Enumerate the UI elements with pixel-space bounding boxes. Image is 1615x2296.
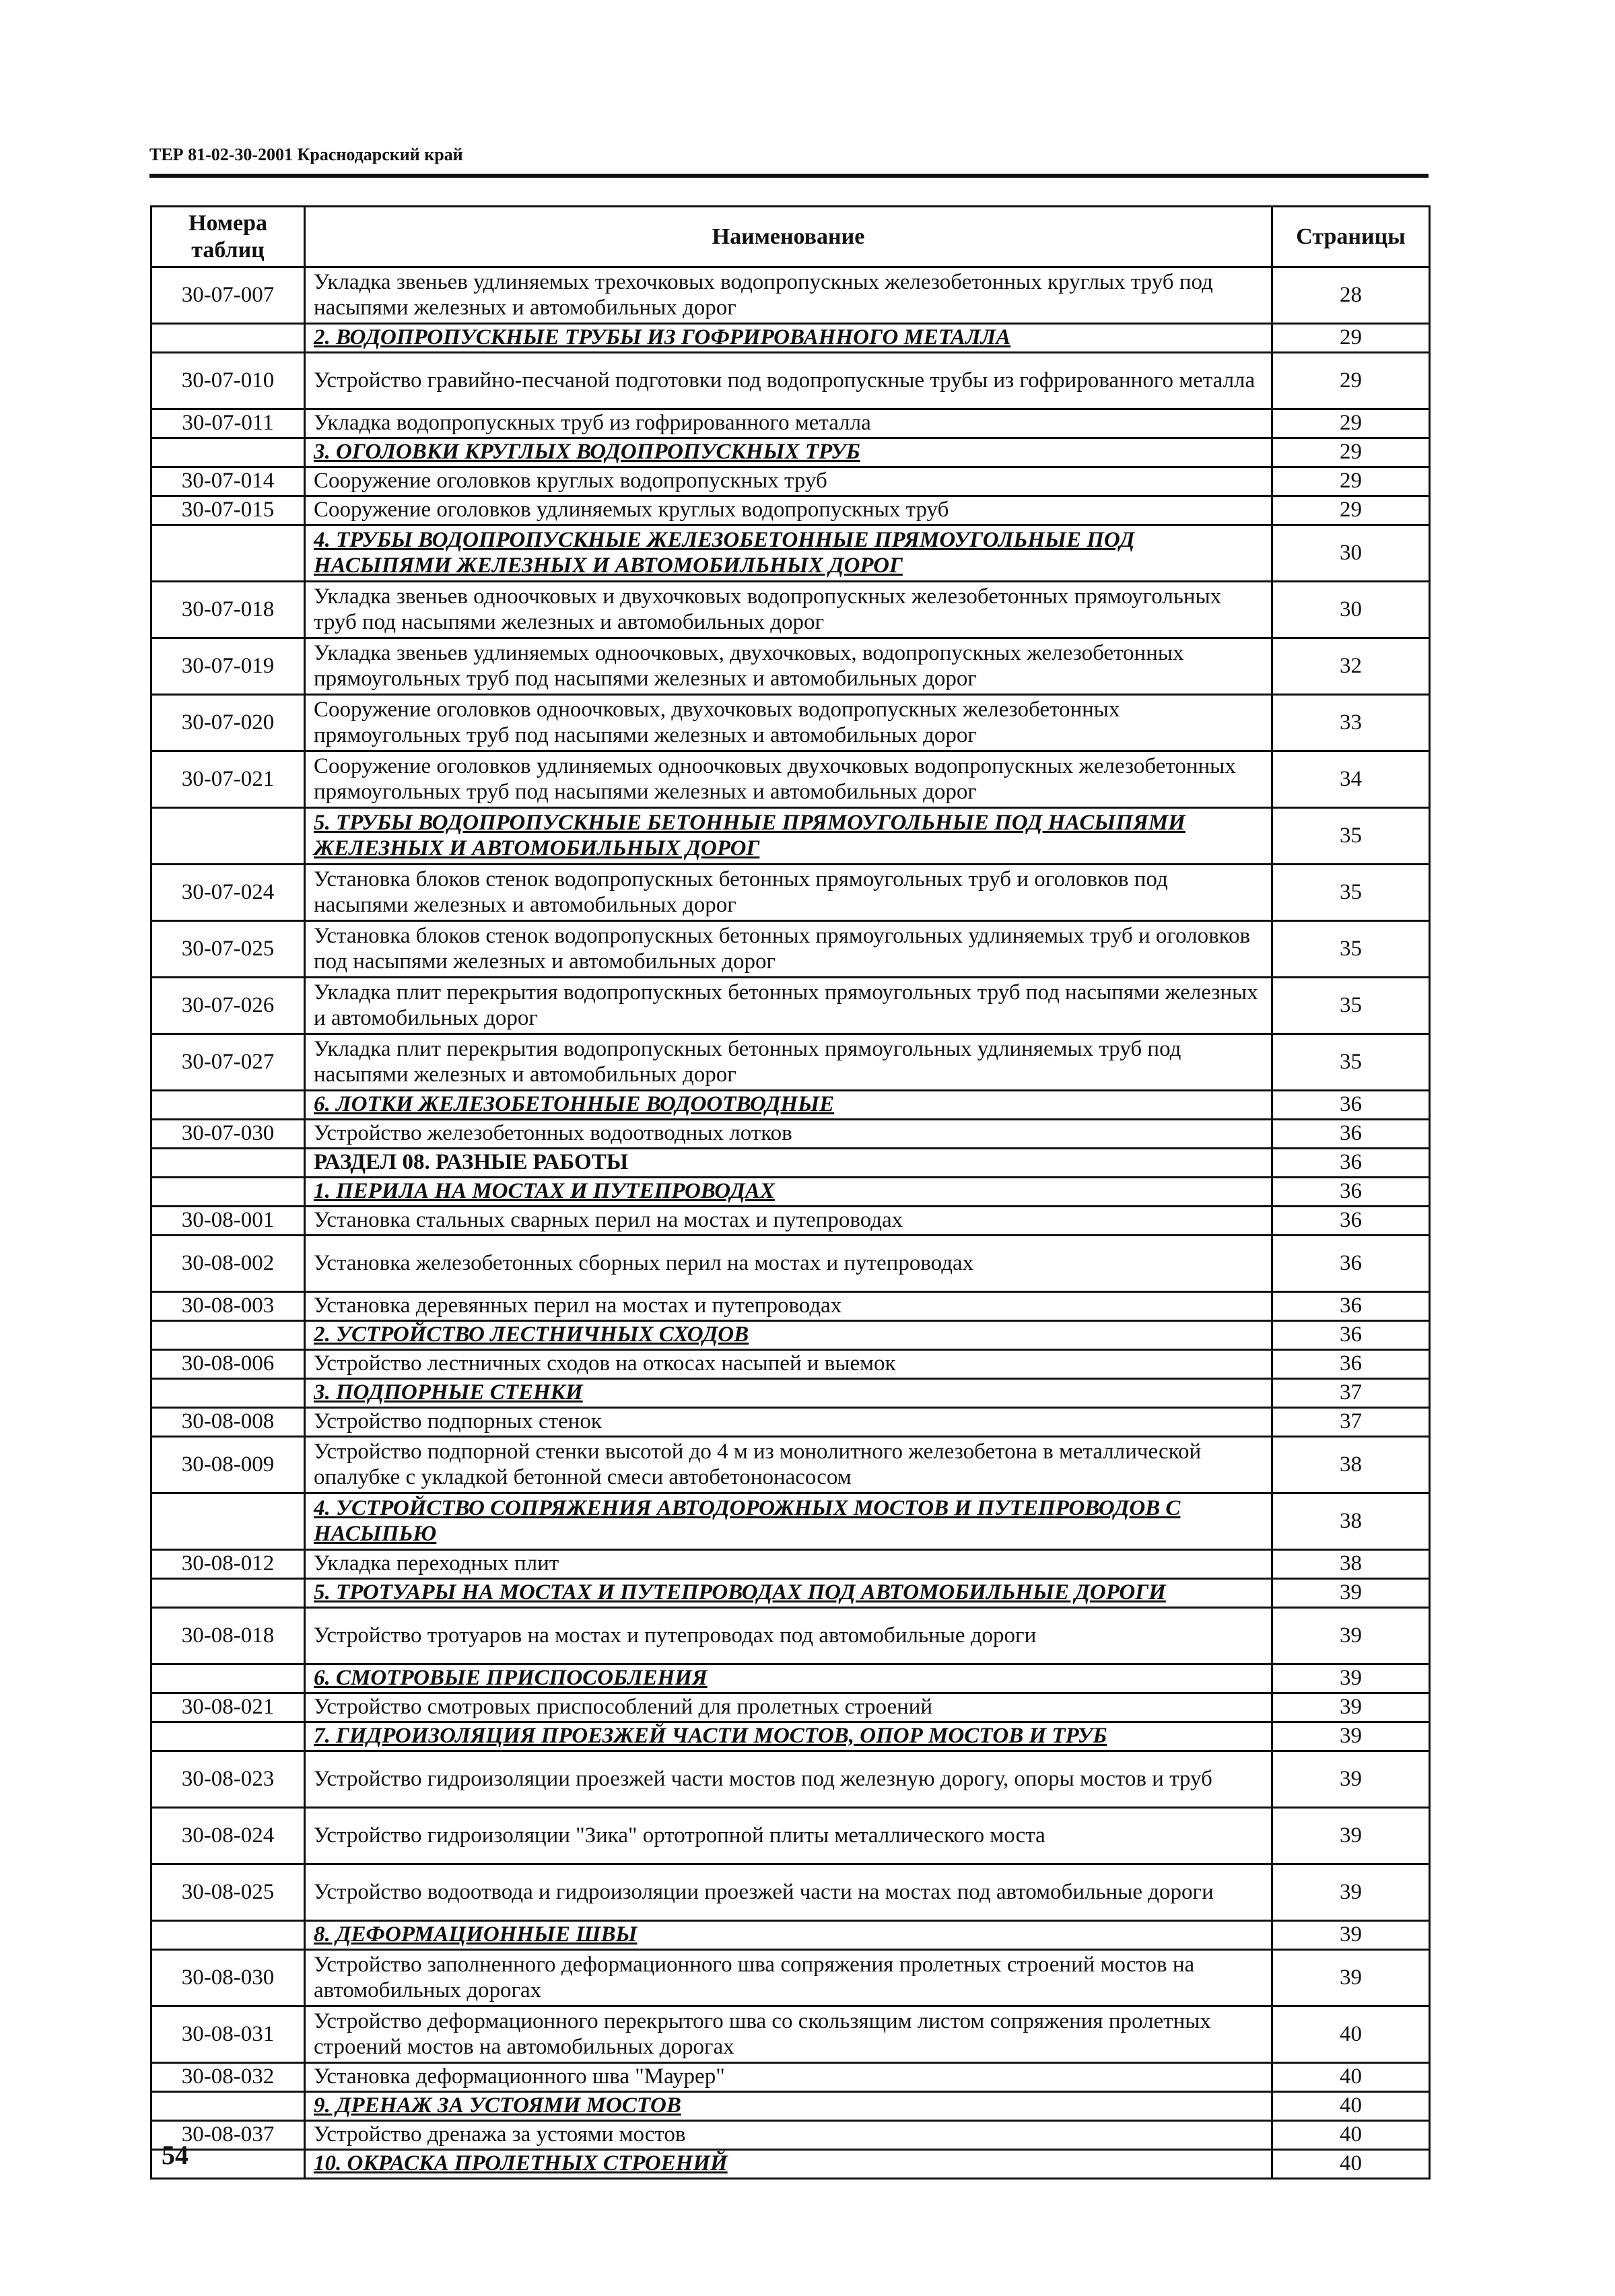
table-code-cell: 30-08-003 [151, 1292, 305, 1321]
table-page-cell: 40 [1272, 2063, 1430, 2092]
table-code-cell: 30-08-018 [151, 1608, 305, 1664]
table-page-cell: 37 [1272, 1379, 1430, 1408]
table-code-cell: 30-07-011 [151, 409, 305, 438]
table-code-cell: 30-07-010 [151, 353, 305, 409]
table-page-cell: 36 [1272, 1091, 1430, 1120]
table-code-cell: 30-07-020 [151, 695, 305, 751]
table-page-cell: 40 [1272, 2121, 1430, 2150]
table-name-cell: Укладка плит перекрытия водопропускных бетонных прямоугольных труб под насыпями железных и автомобильных дорог [305, 978, 1272, 1034]
table-name-cell: Устройство тротуаров на мостах и путепроводах под автомобильные дороги [305, 1608, 1272, 1664]
table-name-cell: Устройство деформационного перекрытого шва со скользящим листом сопряжения пролетных строений мостов на автомобильных дорогах [305, 2006, 1272, 2063]
section-title-cell: 10. ОКРАСКА ПРОЛЕТНЫХ СТРОЕНИЙ [305, 2150, 1272, 2179]
table-page-cell: 39 [1272, 1693, 1430, 1722]
table-page-cell: 39 [1272, 1864, 1430, 1921]
table-page-cell: 29 [1272, 496, 1430, 525]
table-name-cell: Устройство заполненного деформационного шва сопряжения пролетных строений мостов на автомобильных дорогах [305, 1950, 1272, 2006]
table-page-cell: 32 [1272, 638, 1430, 695]
table-page-cell: 38 [1272, 1437, 1430, 1493]
table-code-cell: 30-08-030 [151, 1950, 305, 2006]
table-row [151, 1408, 1430, 1437]
table-page-cell: 39 [1272, 1608, 1430, 1664]
table-name-cell: Устройство подпорной стенки высотой до 4 м из монолитного железобетона в металлической опалубке с укладкой бетонной смеси автобетононасосом [305, 1437, 1272, 1493]
table-page-cell: 39 [1272, 1950, 1430, 2006]
table-code-cell [151, 1379, 305, 1408]
table-name-cell: Устройство дренажа за устоями мостов [305, 2121, 1272, 2150]
table-code-cell: 30-08-001 [151, 1207, 305, 1236]
header-rule [149, 174, 1429, 178]
table-name-cell: Сооружение оголовков одноочковых, двухочковых водопропускных железобетонных прямоугольных труб под насыпями железных и автомобильных дорог [305, 695, 1272, 751]
table-row [151, 978, 1430, 1034]
table-code-cell: 30-07-026 [151, 978, 305, 1034]
section-title-cell: 3. ОГОЛОВКИ КРУГЛЫХ ВОДОПРОПУСКНЫХ ТРУБ [305, 438, 1272, 467]
section-title-cell: 4. УСТРОЙСТВО СОПРЯЖЕНИЯ АВТОДОРОЖНЫХ МОСТОВ И ПУТЕПРОВОДОВ С НАСЫПЬЮ [305, 1493, 1272, 1550]
table-page-cell: 30 [1272, 525, 1430, 582]
table-page-cell: 40 [1272, 2150, 1430, 2179]
table-name-cell: Устройство смотровых приспособлений для пролетных строений [305, 1693, 1272, 1722]
section-title-cell: 6. ЛОТКИ ЖЕЛЕЗОБЕТОННЫЕ ВОДООТВОДНЫЕ [305, 1091, 1272, 1120]
table-name-cell: Сооружение оголовков удлиняемых круглых водопропускных труб [305, 496, 1272, 525]
table-name-cell: Установка блоков стенок водопропускных бетонных прямоугольных удлиняемых труб и оголовков под насыпями железных и автомобильных дорог [305, 921, 1272, 978]
section-title-cell: 6. СМОТРОВЫЕ ПРИСПОСОБЛЕНИЯ [305, 1664, 1272, 1693]
section-heading-row [151, 1579, 1430, 1608]
table-page-cell: 36 [1272, 1321, 1430, 1350]
section-heading-row [151, 2150, 1430, 2179]
table-row [151, 1751, 1430, 1808]
section-title-cell: 4. ТРУБЫ ВОДОПРОПУСКНЫЕ ЖЕЛЕЗОБЕТОННЫЕ ПРЯМОУГОЛЬНЫЕ ПОД НАСЫПЯМИ ЖЕЛЕЗНЫХ И АВТОМОБИЛЬНЫХ ДОРОГ [305, 525, 1272, 582]
table-page-cell: 30 [1272, 582, 1430, 638]
table-code-cell: 30-07-030 [151, 1120, 305, 1149]
table-code-cell: 30-07-027 [151, 1034, 305, 1091]
section-title-cell: 5. ТРОТУАРЫ НА МОСТАХ И ПУТЕПРОВОДАХ ПОД АВТОМОБИЛЬНЫЕ ДОРОГИ [305, 1579, 1272, 1608]
table-page-cell: 39 [1272, 1751, 1430, 1808]
table-code-cell [151, 1579, 305, 1608]
section-title-cell: 3. ПОДПОРНЫЕ СТЕНКИ [305, 1379, 1272, 1408]
table-row [151, 865, 1430, 921]
table-name-cell: Укладка звеньев удлиняемых одноочковых, двухочковых, водопропускных железобетонных прямоугольных труб под насыпями железных и автомобильных дорог [305, 638, 1272, 695]
table-page-cell: 28 [1272, 267, 1430, 324]
table-row [151, 1608, 1430, 1664]
table-page-cell: 29 [1272, 353, 1430, 409]
table-row [151, 1034, 1430, 1091]
table-page-cell: 38 [1272, 1493, 1430, 1550]
column-header-code: Номера таблиц [151, 207, 305, 267]
column-header-pages: Страницы [1272, 207, 1430, 267]
table-page-cell: 39 [1272, 1722, 1430, 1751]
table-code-cell: 30-08-012 [151, 1550, 305, 1579]
table-code-cell: 30-07-018 [151, 582, 305, 638]
table-page-cell: 36 [1272, 1292, 1430, 1321]
table-page-cell: 39 [1272, 1664, 1430, 1693]
table-name-cell: Укладка звеньев одноочковых и двухочковых водопропускных железобетонных прямоугольных труб под насыпями железных и автомобильных дорог [305, 582, 1272, 638]
section-heading-row [151, 1178, 1430, 1207]
table-page-cell: 36 [1272, 1207, 1430, 1236]
table-page-cell: 39 [1272, 1579, 1430, 1608]
table-page-cell: 29 [1272, 467, 1430, 496]
table-name-cell: Устройство подпорных стенок [305, 1408, 1272, 1437]
table-name-cell: Установка деформационного шва "Маурер" [305, 2063, 1272, 2092]
table-page-cell: 35 [1272, 978, 1430, 1034]
table-code-cell [151, 2092, 305, 2121]
table-row [151, 1437, 1430, 1493]
table-row [151, 582, 1430, 638]
section-title-cell: 1. ПЕРИЛА НА МОСТАХ И ПУТЕПРОВОДАХ [305, 1178, 1272, 1207]
table-code-cell [151, 1493, 305, 1550]
section-heading-row [151, 1921, 1430, 1950]
table-name-cell: Установка стальных сварных перил на мостах и путепроводах [305, 1207, 1272, 1236]
table-page-cell: 36 [1272, 1120, 1430, 1149]
table-code-cell: 30-08-023 [151, 1751, 305, 1808]
table-page-cell: 36 [1272, 1149, 1430, 1178]
contents-table-body [151, 267, 1430, 2179]
section-heading-row [151, 808, 1430, 865]
table-code-cell [151, 525, 305, 582]
table-page-cell: 39 [1272, 1808, 1430, 1864]
section-heading-row [151, 1321, 1430, 1350]
section-title-cell: 2. ВОДОПРОПУСКНЫЕ ТРУБЫ ИЗ ГОФРИРОВАННОГО МЕТАЛЛА [305, 324, 1272, 353]
table-row [151, 638, 1430, 695]
table-row [151, 2063, 1430, 2092]
table-row [151, 1864, 1430, 1921]
table-code-cell: 30-08-024 [151, 1808, 305, 1864]
table-page-cell: 35 [1272, 865, 1430, 921]
table-page-cell: 33 [1272, 695, 1430, 751]
table-page-cell: 34 [1272, 751, 1430, 808]
table-page-cell: 29 [1272, 409, 1430, 438]
table-row [151, 921, 1430, 978]
table-row [151, 1550, 1430, 1579]
table-name-cell: Устройство гравийно-песчаной подготовки под водопропускные трубы из гофрированного металла [305, 353, 1272, 409]
table-page-cell: 37 [1272, 1408, 1430, 1437]
table-code-cell: 30-07-015 [151, 496, 305, 525]
table-row [151, 496, 1430, 525]
section-heading-row [151, 1664, 1430, 1693]
section-title-cell: 5. ТРУБЫ ВОДОПРОПУСКНЫЕ БЕТОННЫЕ ПРЯМОУГОЛЬНЫЕ ПОД НАСЫПЯМИ ЖЕЛЕЗНЫХ И АВТОМОБИЛЬНЫХ ДОРОГ [305, 808, 1272, 865]
table-code-cell: 30-08-002 [151, 1236, 305, 1292]
table-page-cell: 29 [1272, 438, 1430, 467]
table-code-cell: 30-07-024 [151, 865, 305, 921]
table-name-cell: Устройство водоотвода и гидроизоляции проезжей части на мостах под автомобильные дороги [305, 1864, 1272, 1921]
table-row [151, 1693, 1430, 1722]
table-page-cell: 38 [1272, 1550, 1430, 1579]
table-name-cell: Укладка водопропускных труб из гофрированного металла [305, 409, 1272, 438]
table-page-cell: 35 [1272, 921, 1430, 978]
section-heading-row [151, 1722, 1430, 1751]
table-code-cell: 30-07-025 [151, 921, 305, 978]
table-name-cell: Сооружение оголовков удлиняемых одноочковых двухочковых водопропускных железобетонных прямоугольных труб под насыпями железных и автомобильных дорог [305, 751, 1272, 808]
table-code-cell: 30-08-025 [151, 1864, 305, 1921]
table-code-cell: 30-08-008 [151, 1408, 305, 1437]
table-row [151, 2121, 1430, 2150]
table-header-row [151, 207, 1430, 267]
table-row [151, 1292, 1430, 1321]
table-code-cell: 30-08-006 [151, 1350, 305, 1379]
table-name-cell: Устройство гидроизоляции "Зика" ортотропной плиты металлического моста [305, 1808, 1272, 1864]
section-heading-row [151, 1379, 1430, 1408]
table-code-cell: 30-07-014 [151, 467, 305, 496]
table-row [151, 353, 1430, 409]
table-code-cell [151, 1091, 305, 1120]
section-heading-row [151, 525, 1430, 582]
section-heading-row [151, 1149, 1430, 1178]
table-code-cell [151, 438, 305, 467]
table-page-cell: 36 [1272, 1178, 1430, 1207]
running-header: ТЕР 81-02-30-2001 Краснодарский край [149, 145, 463, 164]
section-title-cell: РАЗДЕЛ 08. РАЗНЫЕ РАБОТЫ [305, 1149, 1272, 1178]
table-row [151, 751, 1430, 808]
table-page-cell: 29 [1272, 324, 1430, 353]
table-name-cell: Укладка переходных плит [305, 1550, 1272, 1579]
section-heading-row [151, 1493, 1430, 1550]
table-row [151, 1236, 1430, 1292]
table-name-cell: Устройство гидроизоляции проезжей части мостов под железную дорогу, опоры мостов и труб [305, 1751, 1272, 1808]
table-name-cell: Устройство лестничных сходов на откосах насыпей и выемок [305, 1350, 1272, 1379]
table-page-cell: 35 [1272, 1034, 1430, 1091]
table-code-cell [151, 1722, 305, 1751]
table-code-cell: 30-07-019 [151, 638, 305, 695]
table-row [151, 1808, 1430, 1864]
table-code-cell [151, 1321, 305, 1350]
table-row [151, 409, 1430, 438]
table-name-cell: Установка железобетонных сборных перил на мостах и путепроводах [305, 1236, 1272, 1292]
table-code-cell [151, 324, 305, 353]
table-name-cell: Укладка плит перекрытия водопропускных бетонных прямоугольных удлиняемых труб под насыпями железных и автомобильных дорог [305, 1034, 1272, 1091]
table-row [151, 695, 1430, 751]
section-title-cell: 7. ГИДРОИЗОЛЯЦИЯ ПРОЕЗЖЕЙ ЧАСТИ МОСТОВ, ОПОР МОСТОВ И ТРУБ [305, 1722, 1272, 1751]
table-page-cell: 36 [1272, 1350, 1430, 1379]
section-title-cell: 9. ДРЕНАЖ ЗА УСТОЯМИ МОСТОВ [305, 2092, 1272, 2121]
section-heading-row [151, 438, 1430, 467]
table-row [151, 1350, 1430, 1379]
table-page-cell: 40 [1272, 2006, 1430, 2063]
table-page-cell: 39 [1272, 1921, 1430, 1950]
table-name-cell: Установка деревянных перил на мостах и путепроводах [305, 1292, 1272, 1321]
table-code-cell: 30-08-032 [151, 2063, 305, 2092]
table-page-cell: 40 [1272, 2092, 1430, 2121]
section-heading-row [151, 324, 1430, 353]
section-heading-row [151, 1091, 1430, 1120]
section-title-cell: 2. УСТРОЙСТВО ЛЕСТНИЧНЫХ СХОДОВ [305, 1321, 1272, 1350]
table-code-cell: 30-07-021 [151, 751, 305, 808]
table-code-cell: 30-08-037 [151, 2121, 305, 2150]
table-row [151, 267, 1430, 324]
table-page-cell: 36 [1272, 1236, 1430, 1292]
table-code-cell [151, 1921, 305, 1950]
section-title-cell: 8. ДЕФОРМАЦИОННЫЕ ШВЫ [305, 1921, 1272, 1950]
page-number: 54 [162, 2140, 188, 2170]
table-row [151, 467, 1430, 496]
table-name-cell: Укладка звеньев удлиняемых трехочковых водопропускных железобетонных круглых труб под насыпями железных и автомобильных дорог [305, 267, 1272, 324]
column-header-name: Наименование [305, 207, 1272, 267]
table-row [151, 1120, 1430, 1149]
section-heading-row [151, 2092, 1430, 2121]
table-code-cell: 30-07-007 [151, 267, 305, 324]
table-code-cell: 30-08-031 [151, 2006, 305, 2063]
table-row [151, 2006, 1430, 2063]
table-code-cell [151, 1178, 305, 1207]
table-code-cell: 30-08-021 [151, 1693, 305, 1722]
table-name-cell: Сооружение оголовков круглых водопропускных труб [305, 467, 1272, 496]
table-code-cell [151, 1664, 305, 1693]
table-row [151, 1950, 1430, 2006]
table-name-cell: Установка блоков стенок водопропускных бетонных прямоугольных труб и оголовков под насыпями железных и автомобильных дорог [305, 865, 1272, 921]
table-page-cell: 35 [1272, 808, 1430, 865]
table-row [151, 1207, 1430, 1236]
table-code-cell [151, 1149, 305, 1178]
table-code-cell: 30-08-009 [151, 1437, 305, 1493]
table-name-cell: Устройство железобетонных водоотводных лотков [305, 1120, 1272, 1149]
table-code-cell [151, 808, 305, 865]
contents-table [150, 205, 1431, 2180]
